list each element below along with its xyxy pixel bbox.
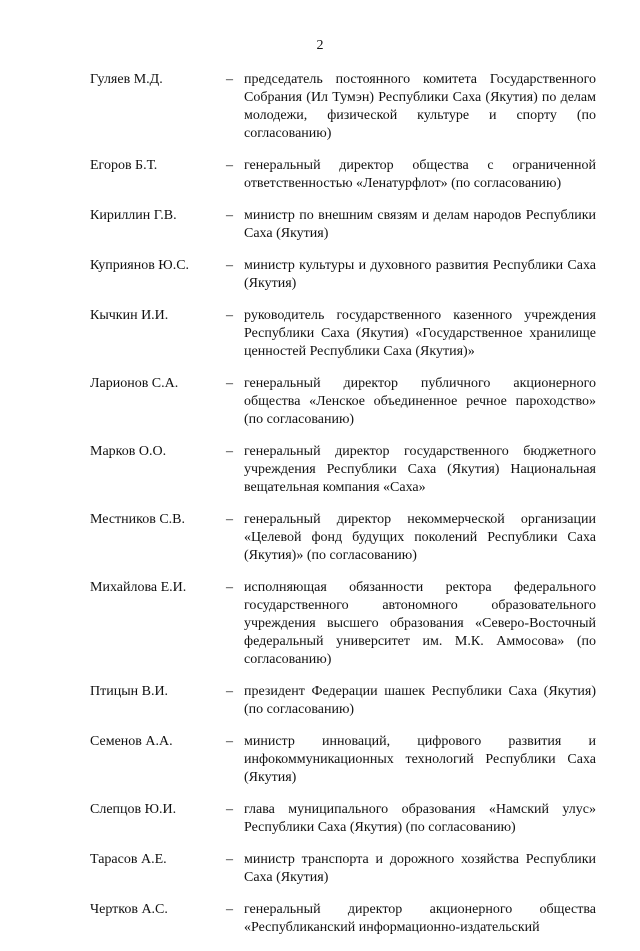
member-role: глава муниципального образования «Намский улус» Республики Саха (Якутия) (по согласованию) [244, 802, 596, 835]
dash-separator: – [226, 308, 233, 323]
member-role: генеральный директор некоммерческой организации «Целевой фонд будущих поколений Республики Саха (Якутия)» (по согласованию) [244, 512, 596, 563]
member-role: генеральный директор акционерного общества «Республиканский информационно-издательский [244, 902, 596, 935]
dash-separator: – [226, 72, 233, 87]
page-number: 2 [316, 38, 324, 53]
list-item [90, 157, 596, 193]
member-role: председатель постоянного комитета Государственного Собрания (Ил Тумэн) Республики Саха (Якутия) по делам молодежи, физической культуре и спорту (по согласованию) [244, 72, 596, 141]
dash-separator: – [226, 512, 233, 527]
member-role: генеральный директор государственного бюджетного учреждения Республики Саха (Якутия) Национальная вещательная компания «Саха» [244, 444, 596, 495]
member-role: генеральный директор общества с ограниченной ответственностью «Ленатурфлот» (по согласованию) [244, 158, 596, 191]
member-name: Егоров Б.Т. [90, 158, 158, 173]
dash-separator: – [226, 158, 233, 173]
list-item [90, 901, 596, 937]
dash-separator: – [226, 852, 233, 867]
dash-separator: – [226, 376, 233, 391]
list-item [90, 511, 596, 565]
member-list [90, 71, 596, 951]
member-role: министр по внешним связям и делам народов Республики Саха (Якутия) [244, 208, 596, 241]
dash-separator: – [226, 684, 233, 699]
list-item [90, 851, 596, 887]
member-name: Тарасов А.Е. [90, 852, 167, 867]
member-name: Гуляев М.Д. [90, 72, 163, 87]
dash-separator: – [226, 580, 233, 595]
list-item [90, 375, 596, 429]
member-role: президент Федерации шашек Республики Саха (Якутия) (по согласованию) [244, 684, 596, 717]
list-item [90, 207, 596, 243]
dash-separator: – [226, 802, 233, 817]
dash-separator: – [226, 902, 233, 917]
list-item [90, 579, 596, 669]
list-item [90, 257, 596, 293]
member-role: генеральный директор публичного акционерного общества «Ленское объединенное речное пароходство» (по согласованию) [244, 376, 596, 427]
dash-separator: – [226, 208, 233, 223]
member-name: Кириллин Г.В. [90, 208, 177, 223]
member-name: Семенов А.А. [90, 734, 173, 749]
member-name: Михайлова Е.И. [90, 580, 187, 595]
list-item [90, 683, 596, 719]
list-item [90, 733, 596, 787]
member-name: Слепцов Ю.И. [90, 802, 177, 817]
list-item [90, 801, 596, 837]
list-item [90, 71, 596, 143]
dash-separator: – [226, 444, 233, 459]
member-name: Куприянов Ю.С. [90, 258, 190, 273]
member-role: министр культуры и духовного развития Республики Саха (Якутия) [244, 258, 596, 291]
member-name: Чертков А.С. [90, 902, 168, 917]
member-role: министр инноваций, цифрового развития и инфокоммуникационных технологий Республики Саха (Якутия) [244, 734, 596, 785]
dash-separator: – [226, 734, 233, 749]
member-role: руководитель государственного казенного учреждения Республики Саха (Якутия) «Государственное хранилище ценностей Республики Саха (Якутия)» [244, 308, 596, 359]
dash-separator: – [226, 258, 233, 273]
member-name: Птицын В.И. [90, 684, 169, 699]
member-role: исполняющая обязанности ректора федерального государственного автономного образовательного учреждения высшего образования «Северо-Восточный федеральный университет им. М.К. Аммосова» (по согласованию) [244, 580, 596, 667]
member-role: министр транспорта и дорожного хозяйства Республики Саха (Якутия) [244, 852, 596, 885]
member-name: Марков О.О. [90, 444, 167, 459]
list-item [90, 443, 596, 497]
member-name: Ларионов С.А. [90, 376, 179, 391]
member-name: Кычкин И.И. [90, 308, 169, 323]
member-name: Местников С.В. [90, 512, 186, 527]
list-item [90, 307, 596, 361]
